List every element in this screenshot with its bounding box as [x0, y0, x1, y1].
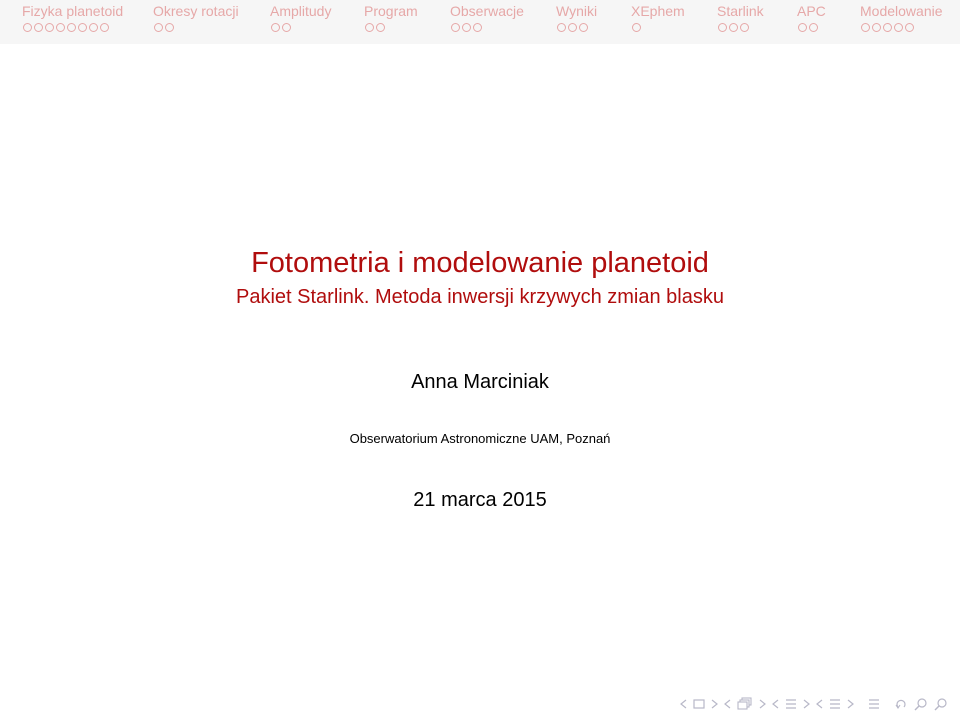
nav-slide-dot[interactable] [365, 23, 374, 32]
nav-section-wyniki[interactable] [556, 4, 597, 32]
nav-section-label[interactable]: Modelowanie [860, 3, 943, 19]
nav-slide-dot[interactable] [872, 23, 881, 32]
nav-slide-dots [861, 23, 914, 32]
section-back-icon[interactable] [816, 699, 823, 709]
navigation-symbols [680, 696, 948, 712]
subsection-forward-icon[interactable] [803, 699, 810, 709]
nav-section-label[interactable]: XEphem [631, 3, 685, 19]
nav-slide-dots [557, 23, 588, 32]
section-icon[interactable] [829, 698, 841, 710]
nav-slide-dot[interactable] [78, 23, 87, 32]
nav-slide-dot[interactable] [271, 23, 280, 32]
nav-slide-dot[interactable] [376, 23, 385, 32]
nav-slide-dot[interactable] [23, 23, 32, 32]
nav-slide-dot[interactable] [473, 23, 482, 32]
nav-section-label[interactable]: Program [364, 3, 418, 19]
zoom-icon[interactable] [934, 698, 948, 711]
nav-section-fizyka-planetoid[interactable] [22, 4, 123, 32]
nav-section-label[interactable]: Okresy rotacji [153, 3, 239, 19]
nav-slide-dots [718, 23, 749, 32]
slide-icon[interactable] [693, 699, 705, 709]
nav-section-program[interactable] [364, 4, 418, 32]
nav-slide-dots [271, 23, 291, 32]
nav-slide-dot[interactable] [56, 23, 65, 32]
slide-forward-icon[interactable] [711, 699, 718, 709]
nav-section-label[interactable]: Wyniki [556, 3, 598, 19]
nav-section-label[interactable]: Amplitudy [270, 3, 332, 19]
back-arrow-icon[interactable] [894, 698, 908, 710]
frame-icon[interactable] [737, 697, 753, 711]
nav-slide-dot[interactable] [282, 23, 291, 32]
nav-section-okresy-rotacji[interactable] [153, 4, 239, 32]
nav-section-starlink[interactable] [717, 4, 764, 32]
nav-slide-dots [798, 23, 818, 32]
nav-slide-dot[interactable] [809, 23, 818, 32]
nav-slide-dot[interactable] [905, 23, 914, 32]
slide-back-icon[interactable] [680, 699, 687, 709]
nav-slide-dot[interactable] [798, 23, 807, 32]
presentation-subtitle: Pakiet Starlink. Metoda inwersji krzywych zmian blasku [236, 286, 724, 308]
presentation-date: 21 marca 2015 [413, 489, 547, 511]
nav-slide-dots [632, 23, 641, 32]
nav-slide-dot[interactable] [451, 23, 460, 32]
nav-slide-dot[interactable] [883, 23, 892, 32]
nav-slide-dot[interactable] [165, 23, 174, 32]
nav-slide-dots [154, 23, 174, 32]
search-icon[interactable] [914, 698, 928, 711]
section-navigation-bar [0, 0, 960, 44]
nav-slide-dots [365, 23, 385, 32]
nav-section-label[interactable]: Obserwacje [450, 3, 524, 19]
nav-slide-dot[interactable] [154, 23, 163, 32]
nav-section-label[interactable]: Starlink [717, 3, 764, 19]
nav-slide-dot[interactable] [100, 23, 109, 32]
frame-forward-icon[interactable] [759, 699, 766, 709]
nav-section-amplitudy[interactable] [270, 4, 331, 32]
nav-section-modelowanie[interactable] [860, 4, 943, 32]
nav-slide-dot[interactable] [89, 23, 98, 32]
frame-back-icon[interactable] [724, 699, 731, 709]
nav-slide-dot[interactable] [67, 23, 76, 32]
nav-section-label[interactable]: APC [797, 3, 826, 19]
section-forward-icon[interactable] [847, 699, 854, 709]
institute-name: Obserwatorium Astronomiczne UAM, Poznań [349, 431, 611, 446]
nav-slide-dot[interactable] [568, 23, 577, 32]
nav-section-apc[interactable] [797, 4, 826, 32]
nav-section-xephem[interactable] [631, 4, 685, 32]
author-name: Anna Marciniak [411, 371, 549, 393]
nav-slide-dot[interactable] [861, 23, 870, 32]
nav-slide-dot[interactable] [579, 23, 588, 32]
nav-slide-dot[interactable] [740, 23, 749, 32]
nav-slide-dot[interactable] [718, 23, 727, 32]
nav-section-label[interactable]: Fizyka planetoid [22, 3, 124, 19]
nav-slide-dot[interactable] [729, 23, 738, 32]
nav-slide-dot[interactable] [462, 23, 471, 32]
nav-slide-dot[interactable] [45, 23, 54, 32]
nav-slide-dot[interactable] [34, 23, 43, 32]
nav-slide-dot[interactable] [557, 23, 566, 32]
appendix-icon[interactable] [868, 698, 880, 710]
nav-slide-dot[interactable] [894, 23, 903, 32]
subsection-icon[interactable] [785, 698, 797, 710]
presentation-title: Fotometria i modelowanie planetoid [251, 247, 709, 279]
nav-section-obserwacje[interactable] [450, 4, 524, 32]
nav-slide-dots [23, 23, 109, 32]
nav-slide-dot[interactable] [632, 23, 641, 32]
nav-slide-dots [451, 23, 482, 32]
subsection-back-icon[interactable] [772, 699, 779, 709]
